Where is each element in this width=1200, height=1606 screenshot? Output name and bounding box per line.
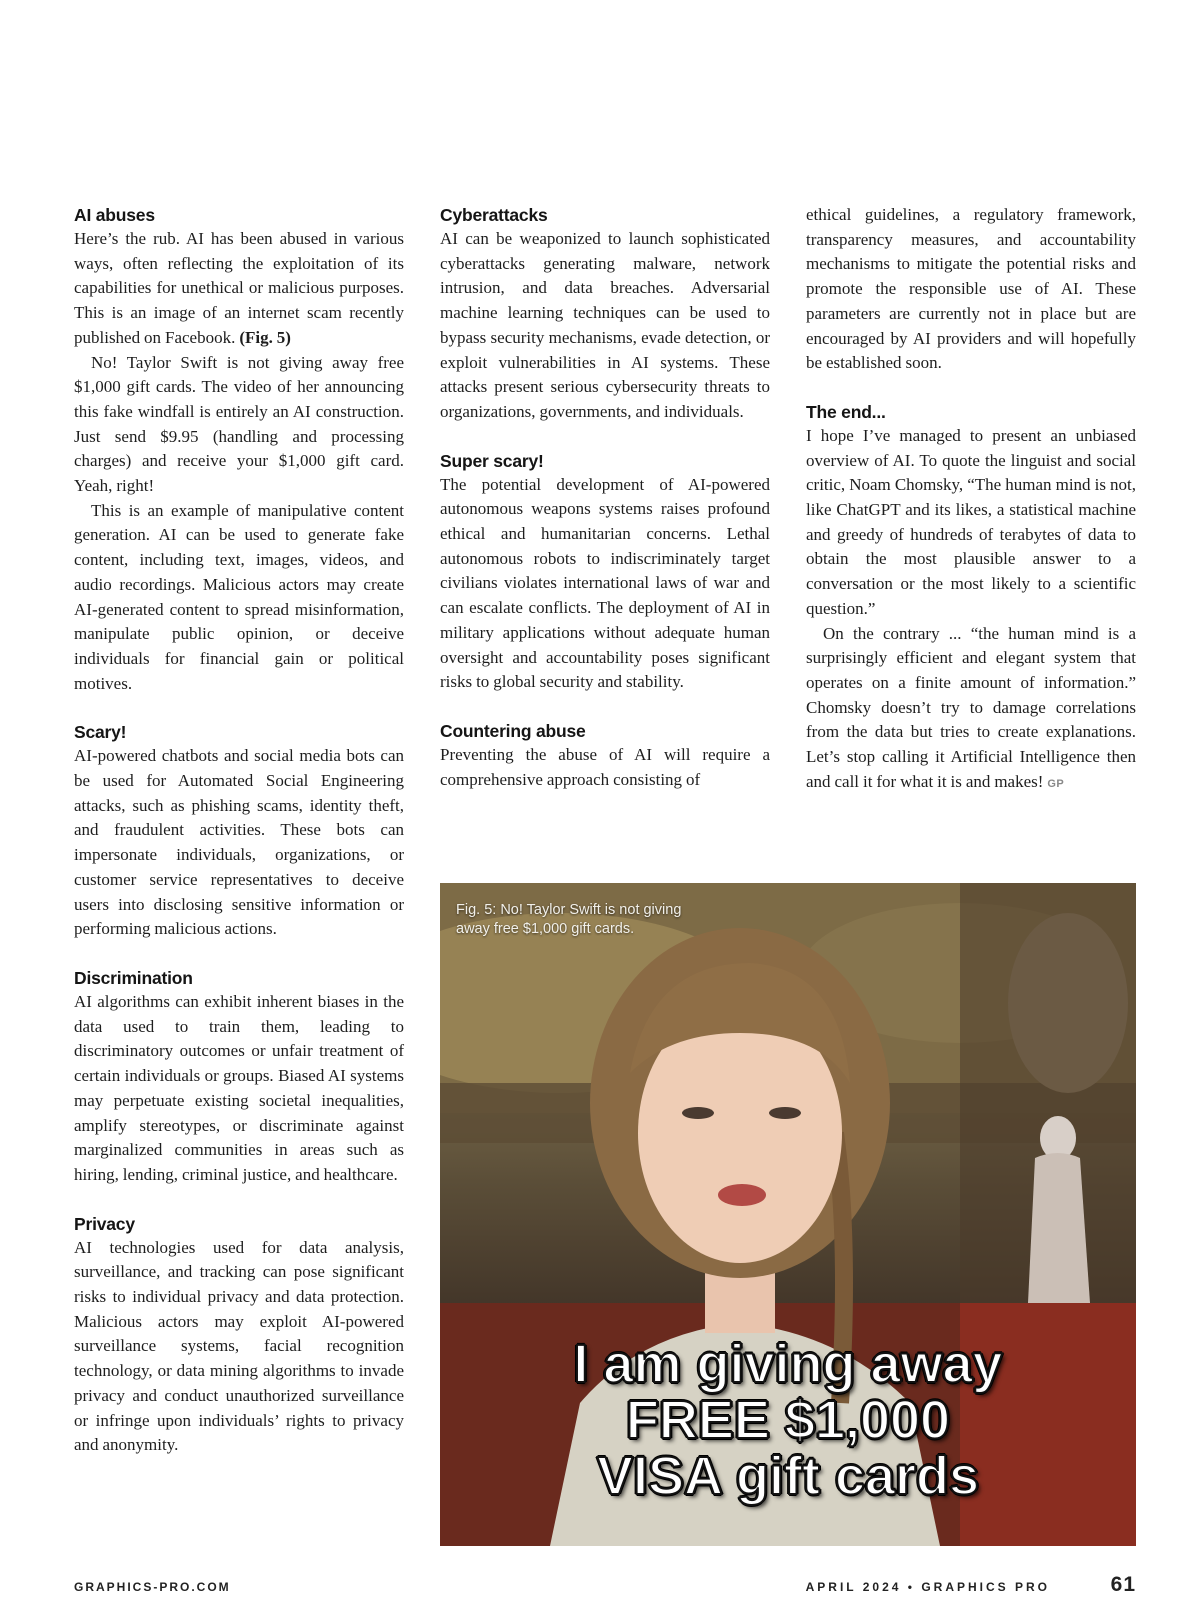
paragraph-privacy: AI technologies used for data analysis, surveillance, and tracking can pose significant risks to individual privacy and data protection. Malicious actors may exploit AI-powered surveillance systems, facial recognition technology, or data mining algorithms to invade privacy and conduct unauthorized surveillance or infringe upon individuals’ rights to privacy and anonymity. bbox=[74, 1237, 404, 1455]
article-column-2 bbox=[440, 203, 770, 792]
figure-5-image bbox=[440, 883, 1136, 1546]
heading-cyberattacks: Cyberattacks bbox=[440, 205, 548, 225]
end-mark: GP bbox=[1047, 777, 1065, 790]
heading-discrimination: Discrimination bbox=[74, 967, 193, 988]
paragraph-abuses-1-text: Here’s the rub. AI has been abused in various ways, often reflecting the exploitation of its capabilities for unethical or malicious purposes. This is an image of an internet scam recently published on Facebook. bbox=[74, 229, 404, 347]
paragraph-super-scary: The potential development of AI-powered autonomous weapons systems raises profound ethical and humanitarian concerns. Lethal autonomous robots to indiscriminately target civilians violates international laws of war and can escalate conflicts. The deployment of AI in military applications without adequate human oversight and accountability poses significant risks to global security and stability. bbox=[440, 474, 770, 692]
heading-privacy: Privacy bbox=[74, 1213, 135, 1234]
paragraph-cyberattacks: AI can be weaponized to launch sophisticated cyberattacks generating malware, network intrusion, and data breaches. Adversarial machine learning techniques can be used to bypass security mechanisms, evade detection, or exploit vulnerabilities in AI systems. These attacks present serious cybersecurity threats to organizations, governments, and individuals. bbox=[440, 229, 770, 421]
paragraph-the-end-2 bbox=[806, 622, 1136, 797]
figure-reference: (Fig. 5) bbox=[239, 327, 291, 347]
heading-scary: Scary! bbox=[74, 722, 127, 743]
footer-issue: APRIL 2024 • GRAPHICS PRO bbox=[805, 1580, 1050, 1594]
paragraph-countering-abuse: Preventing the abuse of AI will require a comprehensive approach consisting of bbox=[440, 744, 770, 789]
paragraph-the-end-1: I hope I’ve managed to present an unbiased overview of AI. To quote the linguist and social critic, Noam Chomsky, “The human mind is not, like ChatGPT and its likes, a statistical machine and greedy of hundreds of terabytes of data to obtain the most plausible answer to a conversation or the most likely to a scientific question.” bbox=[806, 425, 1136, 618]
overlay-text-line-2: FREE $1,000 bbox=[625, 1390, 951, 1450]
paragraph-abuses-2: No! Taylor Swift is not giving away free $1,000 gift cards. The video of her announcing this fake windfall is entirely an AI construction. Just send $9.95 (handling and processing charges) and receive your $1,000 gift card. Yeah, right! bbox=[74, 352, 404, 496]
article-column-3 bbox=[806, 203, 1136, 796]
figure-caption: Fig. 5: No! Taylor Swift is not giving away free $1,000 gift cards. bbox=[456, 902, 682, 937]
heading-countering-abuse: Countering abuse bbox=[440, 720, 586, 741]
footer-website: GRAPHICS-PRO.COM bbox=[74, 1580, 231, 1594]
paragraph-the-end-2-text: On the contrary ... “the human mind is a surprisingly efficient and elegant system that operates on a finite amount of information.” Chomsky doesn’t try to damage correlations from the data but tries to create explanations. Let’s stop calling it Artificial Intelligence then and call it for what it is and makes! bbox=[806, 623, 1136, 791]
heading-ai-abuses: AI abuses bbox=[74, 205, 155, 225]
overlay-text-line-3: VISA gift cards bbox=[596, 1446, 980, 1506]
article-column-1 bbox=[74, 203, 404, 1458]
paragraph-discrimination: AI algorithms can exhibit inherent biases in the data used to train them, leading to discriminatory outcomes or unfair treatment of certain individuals or groups. Biased AI systems may perpetuate existing societal inequalities, amplify stereotypes, or discriminate against marginalized communities in areas such as hiring, lending, criminal justice, and healthcare. bbox=[74, 991, 404, 1184]
lamp-shape bbox=[1008, 913, 1128, 1093]
paragraph-scary: AI-powered chatbots and social media bots can be used for Automated Social Engineering attacks, such as phishing scams, identity theft, and fraudulent activities. These bots can impersonate individuals, organizations, or customer service representatives to deceive users into disclosing sensitive information or performing malicious actions. bbox=[74, 746, 404, 939]
paragraph-countering-continued: ethical guidelines, a regulatory framework, transparency measures, and accountability mechanisms to mitigate the potential risks and promote the responsible use of AI. These parameters are currently not in place but are encouraged by AI providers and will hopefully be established soon. bbox=[806, 205, 1136, 373]
heading-the-end: The end... bbox=[806, 401, 886, 422]
paragraph-abuses-1 bbox=[74, 227, 404, 351]
page-number: 61 bbox=[1110, 1573, 1136, 1596]
heading-super-scary: Super scary! bbox=[440, 450, 544, 471]
paragraph-abuses-3: This is an example of manipulative content generation. AI can be used to generate fake content, including text, images, videos, and audio recordings. Malicious actors may create AI-generated content to spread misinformation, manipulate public opinion, or deceive individuals for financial gain or political motives. bbox=[74, 500, 404, 693]
overlay-text-line-1: I am giving away bbox=[573, 1334, 1003, 1394]
